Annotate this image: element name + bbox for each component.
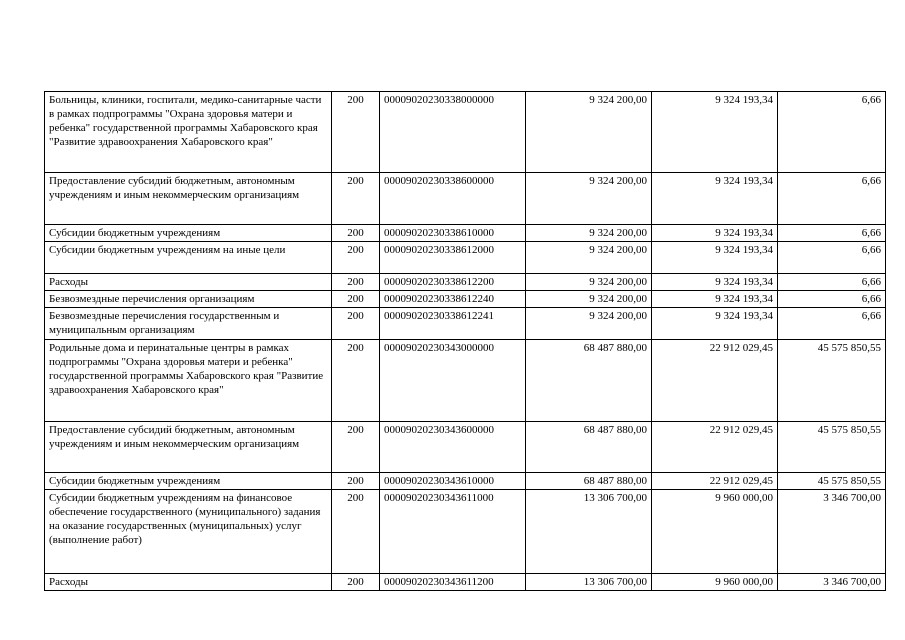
expense-name-cell: Субсидии бюджетным учреждениям на иные цели [45,242,332,274]
unexecuted-amount-cell: 6,66 [778,225,886,242]
approved-amount-cell: 68 487 880,00 [526,422,652,473]
executed-amount-cell: 9 324 193,34 [652,173,778,225]
classification-code-cell: 00009020230343611000 [380,490,526,574]
table-row [45,422,886,473]
expense-name-cell: Родильные дома и перинатальные центры в рамках подпрограммы "Охрана здоровья матери и ребенка" государственной программы Хабаровского края "Развитие здравоохранения Хабаровского края" [45,340,332,422]
budget-table [44,91,886,591]
executed-amount-cell: 9 324 193,34 [652,308,778,340]
document-page [44,91,885,591]
approved-amount-cell: 68 487 880,00 [526,340,652,422]
approved-amount-cell: 68 487 880,00 [526,473,652,490]
classification-code-cell: 00009020230338000000 [380,92,526,173]
table-row [45,242,886,274]
unexecuted-amount-cell: 45 575 850,55 [778,422,886,473]
line-code-cell: 200 [332,490,380,574]
classification-code-cell: 00009020230338612200 [380,274,526,291]
expense-name-cell: Субсидии бюджетным учреждениям [45,473,332,490]
classification-code-cell: 00009020230338612000 [380,242,526,274]
table-row [45,340,886,422]
line-code-cell: 200 [332,173,380,225]
executed-amount-cell: 22 912 029,45 [652,473,778,490]
unexecuted-amount-cell: 6,66 [778,274,886,291]
expense-name-cell: Расходы [45,274,332,291]
classification-code-cell: 00009020230343000000 [380,340,526,422]
expense-name-cell: Безвозмездные перечисления государственным и муниципальным организациям [45,308,332,340]
executed-amount-cell: 9 324 193,34 [652,242,778,274]
line-code-cell: 200 [332,422,380,473]
line-code-cell: 200 [332,225,380,242]
table-row [45,473,886,490]
line-code-cell: 200 [332,291,380,308]
executed-amount-cell: 22 912 029,45 [652,422,778,473]
classification-code-cell: 00009020230343610000 [380,473,526,490]
approved-amount-cell: 9 324 200,00 [526,92,652,173]
table-row [45,490,886,574]
unexecuted-amount-cell: 3 346 700,00 [778,574,886,591]
line-code-cell: 200 [332,242,380,274]
table-row [45,92,886,173]
unexecuted-amount-cell: 6,66 [778,92,886,173]
line-code-cell: 200 [332,340,380,422]
executed-amount-cell: 9 960 000,00 [652,574,778,591]
classification-code-cell: 00009020230343600000 [380,422,526,473]
line-code-cell: 200 [332,92,380,173]
executed-amount-cell: 9 324 193,34 [652,291,778,308]
executed-amount-cell: 9 324 193,34 [652,225,778,242]
table-row [45,308,886,340]
classification-code-cell: 00009020230338600000 [380,173,526,225]
approved-amount-cell: 9 324 200,00 [526,308,652,340]
unexecuted-amount-cell: 3 346 700,00 [778,490,886,574]
table-row [45,225,886,242]
approved-amount-cell: 9 324 200,00 [526,274,652,291]
table-row [45,574,886,591]
classification-code-cell: 00009020230338610000 [380,225,526,242]
executed-amount-cell: 9 324 193,34 [652,274,778,291]
approved-amount-cell: 13 306 700,00 [526,490,652,574]
expense-name-cell: Предоставление субсидий бюджетным, автономным учреждениям и иным некоммерческим организациям [45,173,332,225]
budget-table-body [45,92,886,591]
approved-amount-cell: 9 324 200,00 [526,173,652,225]
unexecuted-amount-cell: 45 575 850,55 [778,340,886,422]
approved-amount-cell: 9 324 200,00 [526,225,652,242]
expense-name-cell: Расходы [45,574,332,591]
table-row [45,291,886,308]
approved-amount-cell: 13 306 700,00 [526,574,652,591]
unexecuted-amount-cell: 6,66 [778,291,886,308]
line-code-cell: 200 [332,308,380,340]
executed-amount-cell: 22 912 029,45 [652,340,778,422]
expense-name-cell: Субсидии бюджетным учреждениям [45,225,332,242]
classification-code-cell: 00009020230338612240 [380,291,526,308]
executed-amount-cell: 9 324 193,34 [652,92,778,173]
approved-amount-cell: 9 324 200,00 [526,242,652,274]
classification-code-cell: 00009020230338612241 [380,308,526,340]
expense-name-cell: Субсидии бюджетным учреждениям на финансовое обеспечение государственного (муниципального) задания на оказание государственных (муниципальных) услуг (выполнение работ) [45,490,332,574]
expense-name-cell: Предоставление субсидий бюджетным, автономным учреждениям и иным некоммерческим организациям [45,422,332,473]
approved-amount-cell: 9 324 200,00 [526,291,652,308]
line-code-cell: 200 [332,473,380,490]
unexecuted-amount-cell: 45 575 850,55 [778,473,886,490]
unexecuted-amount-cell: 6,66 [778,308,886,340]
line-code-cell: 200 [332,274,380,291]
expense-name-cell: Безвозмездные перечисления организациям [45,291,332,308]
table-row [45,274,886,291]
classification-code-cell: 00009020230343611200 [380,574,526,591]
expense-name-cell: Больницы, клиники, госпитали, медико-санитарные части в рамках подпрограммы "Охрана здоровья матери и ребенка" государственной программы Хабаровского края "Развитие здравоохранения Хабаровского края" [45,92,332,173]
line-code-cell: 200 [332,574,380,591]
unexecuted-amount-cell: 6,66 [778,173,886,225]
unexecuted-amount-cell: 6,66 [778,242,886,274]
table-row [45,173,886,225]
executed-amount-cell: 9 960 000,00 [652,490,778,574]
